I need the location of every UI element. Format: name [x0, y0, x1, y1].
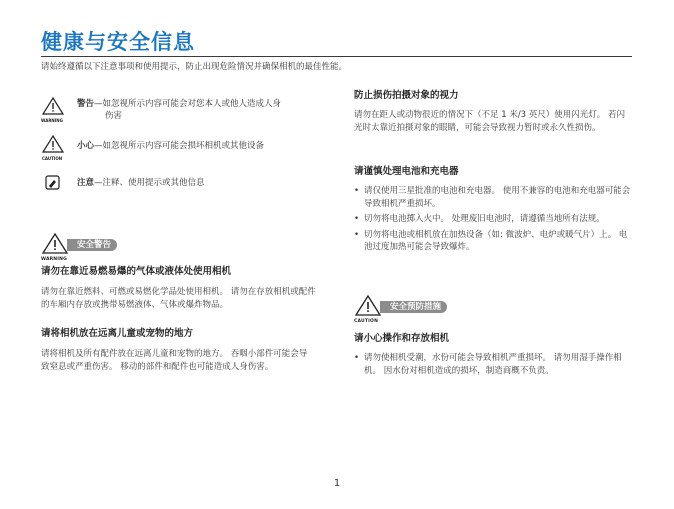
caution-icon	[41, 134, 69, 162]
bullet-list	[354, 185, 632, 257]
section-heading: 请小心操作和存放相机	[354, 333, 450, 344]
list-item: • 请仅使用三星批准的电池和充电器。 使用不兼容的电池和充电器可能会导致相机严重损坏。	[354, 185, 632, 210]
banner-caption: CAUTION	[354, 319, 379, 324]
list-item: • 请勿使相机受潮，水份可能会导致相机严重损坏。 请勿用湿手操作相机。 因水份对相机造成的损坏，制造商概不负责。	[354, 352, 632, 377]
legend-label: 小心	[77, 141, 95, 151]
section-heading: 请谨慎处理电池和充电器	[354, 166, 459, 177]
warning-icon-caption: WARNING	[41, 118, 63, 123]
title-divider	[41, 56, 632, 57]
legend-label: 注意	[77, 178, 95, 188]
banner-label: 安全警告	[67, 239, 117, 251]
legend-label: 警告	[77, 99, 95, 109]
page-subtitle: 请始终遵循以下注意事项和使用提示，防止出现危险情况并确保相机的最佳性能。	[41, 62, 348, 72]
legend-description: —如忽视所示内容可能会对您本人或他人造成人身	[94, 99, 282, 109]
page-title: 健康与安全信息	[41, 30, 195, 54]
section-heading: 请将相机放在远离儿童或宠物的地方	[41, 328, 194, 339]
section-heading: 防止损伤拍摄对象的视力	[354, 90, 459, 101]
section-body: 请勿在距人或动物很近的情况下（不足 1 米/3 英尺）使用闪光灯。 若闪光时太靠近拍摄对象的眼睛，可能会导致视力暂时或永久性损伤。	[354, 110, 625, 133]
section-heading: 请勿在靠近易燃易爆的气体或液体处使用相机	[41, 266, 232, 277]
note-icon	[41, 172, 69, 200]
legend-description: —注释、使用提示或其他信息	[94, 178, 205, 188]
warning-icon	[41, 232, 69, 256]
legend-description-cont: 伤害	[105, 111, 123, 121]
banner-label: 安全预防措施	[380, 301, 447, 313]
list-item: • 切勿将电池掷入火中。 处理废旧电池时，请遵循当地所有法规。	[354, 213, 632, 226]
bullet-list	[354, 352, 632, 380]
list-item: • 切勿将电池或相机放在加热设备（如: 微波炉、电炉或暖气片）上。 电池过度加热可能会导致爆炸。	[354, 229, 632, 254]
page-number: 1	[333, 478, 341, 489]
safety-warning-banner	[41, 232, 131, 262]
caution-icon	[354, 294, 382, 318]
caution-icon-caption: CAUTION	[42, 156, 63, 161]
safety-caution-banner	[354, 294, 464, 324]
section-body: 请将相机及所有配件放在远离儿童和宠物的地方。 吞咽小部件可能会导致窒息或严重伤害。 移动的部件和配件也可能造成人身伤害。	[41, 349, 308, 372]
banner-caption: WARNING	[41, 257, 68, 262]
section-body: 请勿在靠近燃料、可燃或易燃化学品处使用相机。 请勿在存放相机或配件的车厢内存放或携带易燃液体、气体或爆炸物品。	[41, 287, 316, 310]
legend-description: —如忽视所示内容可能会损坏相机或其他设备	[94, 141, 265, 151]
warning-icon	[41, 96, 69, 124]
